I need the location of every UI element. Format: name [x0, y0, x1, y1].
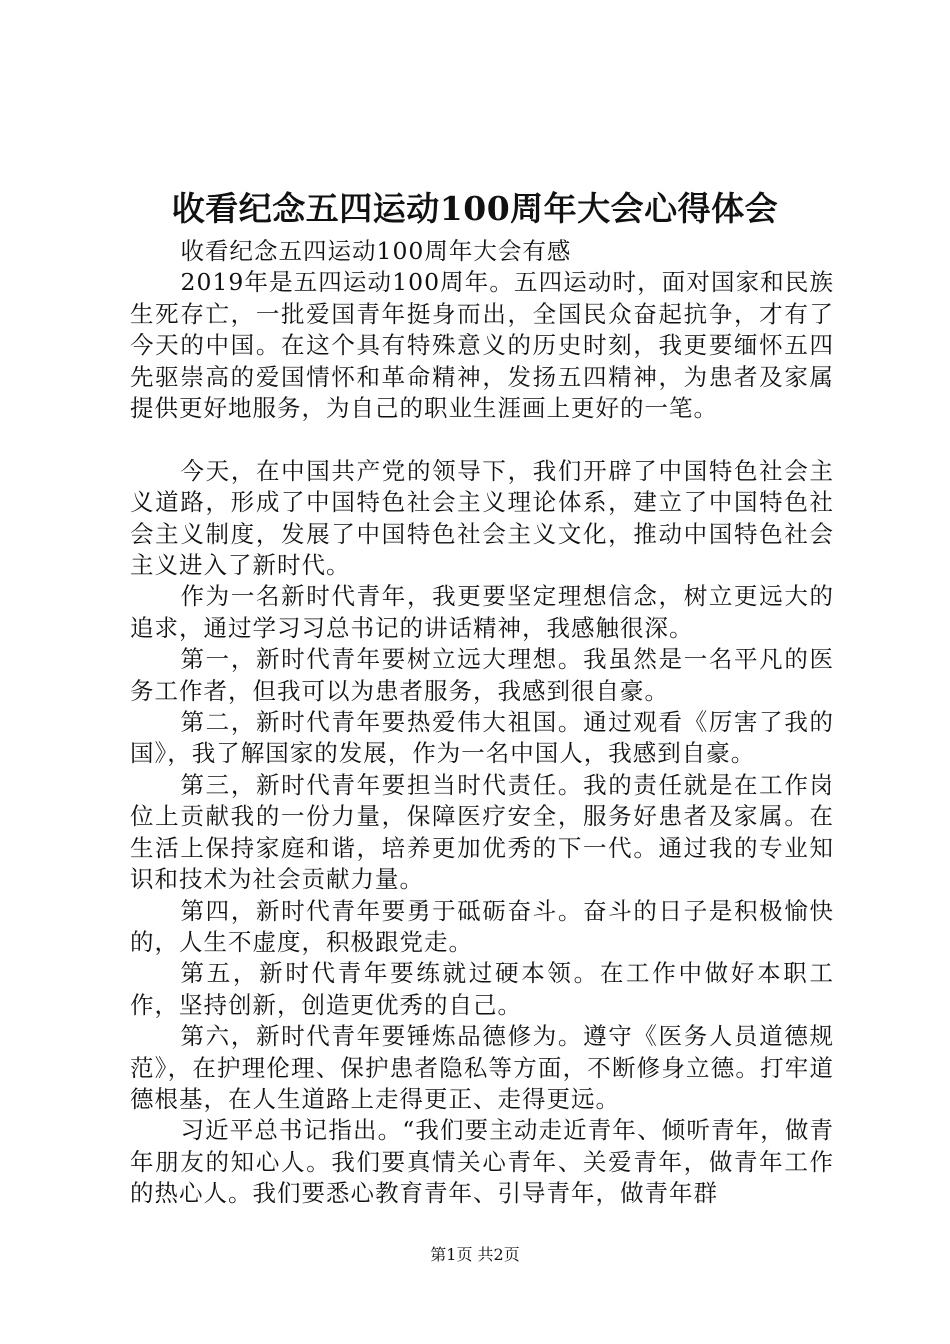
document-title: 收看纪念五四运动100周年大会心得体会: [171, 189, 779, 228]
paragraph-youth: 作为一名新时代青年，我更要坚定理想信念，树立更远大的追求，通过学习习总书记的讲话精神，我感触很深。: [130, 582, 834, 642]
paragraph-sixth: 第六，新时代青年要锤炼品德修为。遵守《医务人员道德规范》，在护理伦理、保护患者隐私等方面，不断修身立德。打牢道德根基，在人生道路上走得更正、走得更远。: [130, 1022, 834, 1113]
document-body: [130, 236, 834, 1210]
paragraph-fifth: 第五，新时代青年要练就过硬本领。在工作中做好本职工作，坚持创新，创造更优秀的自己。: [130, 959, 834, 1019]
paragraph-quote: 习近平总书记指出。“我们要主动走近青年、倾听青年，做青年朋友的知心人。我们要真情关心青年、关爱青年，做青年工作的热心人。我们要悉心教育青年、引导青年，做青年群: [130, 1116, 834, 1208]
paragraph-fourth: 第四，新时代青年要勇于砥砺奋斗。奋斗的日子是积极愉快的，人生不虚度，积极跟党走。: [130, 896, 834, 956]
paragraph-intro: 2019年是五四运动100周年。五四运动时，面对国家和民族生死存亡，一批爱国青年挺身而出，全国民众奋起抗争，才有了今天的中国。在这个具有特殊意义的历史时刻，我更要缅怀五四先驱崇高的爱国情怀和革命精神，发扬五四精神，为患者及家属提供更好地服务，为自己的职业生涯画上更好的一笔。: [130, 268, 834, 423]
paragraph-today: 今天，在中国共产党的领导下，我们开辟了中国特色社会主义道路，形成了中国特色社会主义理论体系，建立了中国特色社会主义制度，发展了中国特色社会主义文化，推动中国特色社会主义进入了新时代。: [130, 456, 834, 580]
paragraph-first: 第一，新时代青年要树立远大理想。我虽然是一名平凡的医务工作者，但我可以为患者服务，我感到很自豪。: [130, 645, 834, 705]
page-footer: 第1页 共2页: [430, 1245, 520, 1264]
paragraph-second: 第二，新时代青年要热爱伟大祖国。通过观看《厉害了我的国》，我了解国家的发展，作为一名中国人，我感到自豪。: [130, 708, 834, 768]
document-subtitle: 收看纪念五四运动100周年大会有感: [180, 237, 572, 265]
paragraph-third: 第三，新时代青年要担当时代责任。我的责任就是在工作岗位上贡献我的一份力量，保障医疗安全，服务好患者及家属。在生活上保持家庭和谐，培养更加优秀的下一代。通过我的专业知识和技术为社会贡献力量。: [130, 770, 834, 894]
